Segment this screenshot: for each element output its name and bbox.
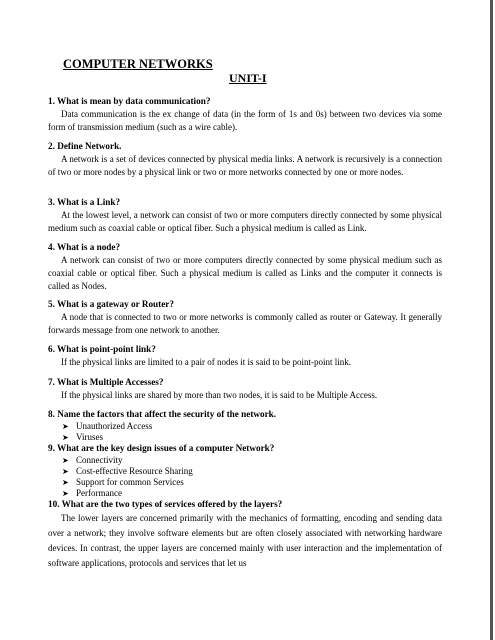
question: 10. What are the two types of services offered by the layers?	[48, 499, 283, 509]
qa-item-9	[48, 442, 442, 499]
question: 2. Define Network.	[48, 141, 122, 151]
list-item: ➤ Unauthorized Access	[62, 421, 153, 431]
page-edge-divider	[490, 0, 493, 640]
qa-item-4	[48, 241, 442, 293]
question: 7. What is Multiple Accesses?	[48, 377, 164, 387]
answer: Data communication is the ex change of data (in the form of 1s and 0s) between two devices via some form of transmission medium (such as a wire cable).	[48, 109, 442, 132]
question: 6. What is point-point link?	[48, 344, 156, 354]
qa-item-6	[48, 343, 442, 369]
list-item: ➤ Support for common Services	[62, 477, 184, 487]
answer: The lower layers are concerned primarily with the mechanics of formatting, encoding and sending data over a network; they involve software elements but are often closely associated with networking hardware devices. In contrast, the upper layers are concerned mainly with user interaction and the implementation of software applications, protocols and services that let us	[48, 513, 442, 568]
question: 9. What are the key design issues of a computer Network?	[48, 443, 275, 453]
answer: A network can consist of two or more computers directly connected by some physical medium such as coaxial cable or optical fiber. Such a physical medium is called as Links and the computer it connects is called as Nodes.	[48, 255, 442, 291]
bullet-list	[48, 421, 442, 443]
list-item: ➤ Connectivity	[62, 455, 123, 465]
arrow-bullet-icon: ➤	[62, 433, 69, 442]
unit-heading: UNIT-I	[229, 71, 267, 85]
question: 1. What is mean by data communication?	[48, 96, 211, 106]
answer: At the lowest level, a network can consist of two or more computers directly connected by some physical medium such as coaxial cable or optical fiber. Such a physical medium is called as Link.	[48, 210, 442, 233]
list-item: ➤ Viruses	[62, 432, 103, 442]
arrow-bullet-icon: ➤	[62, 489, 69, 498]
arrow-bullet-icon: ➤	[62, 422, 69, 431]
arrow-bullet-icon: ➤	[62, 478, 69, 487]
arrow-bullet-icon: ➤	[62, 467, 69, 476]
list-item: ➤ Cost-effective Resource Sharing	[62, 466, 193, 476]
answer: A node that is connected to two or more networks is commonly called as router or Gateway. It generally forwards message from one network to another.	[48, 312, 442, 335]
question: 5. What is a gateway or Router?	[48, 299, 174, 309]
question: 8. Name the factors that affect the security of the network.	[48, 409, 277, 419]
document-title: COMPUTER NETWORKS	[63, 57, 213, 71]
bullet-list	[48, 455, 442, 499]
question: 4. What is a node?	[48, 242, 121, 252]
qa-item-5	[48, 298, 442, 337]
qa-item-2	[48, 140, 442, 179]
qa-item-8	[48, 408, 442, 443]
qa-item-7	[48, 376, 442, 402]
qa-item-10	[48, 498, 442, 571]
answer: If the physical links are shared by more than two nodes, it is said to be Multiple Access.	[61, 390, 378, 400]
qa-item-1	[48, 95, 442, 134]
answer: If the physical links are limited to a pair of nodes it is said to be point-point link.	[61, 357, 351, 367]
list-item: ➤ Performance	[62, 488, 122, 498]
answer: A network is a set of devices connected by physical media links. A network is recursively is a connection of two or more nodes by a physical link or two or more networks connected by one or more nodes.	[48, 154, 442, 177]
question: 3. What is a Link?	[48, 197, 121, 207]
qa-item-3	[48, 196, 442, 235]
arrow-bullet-icon: ➤	[62, 456, 69, 465]
